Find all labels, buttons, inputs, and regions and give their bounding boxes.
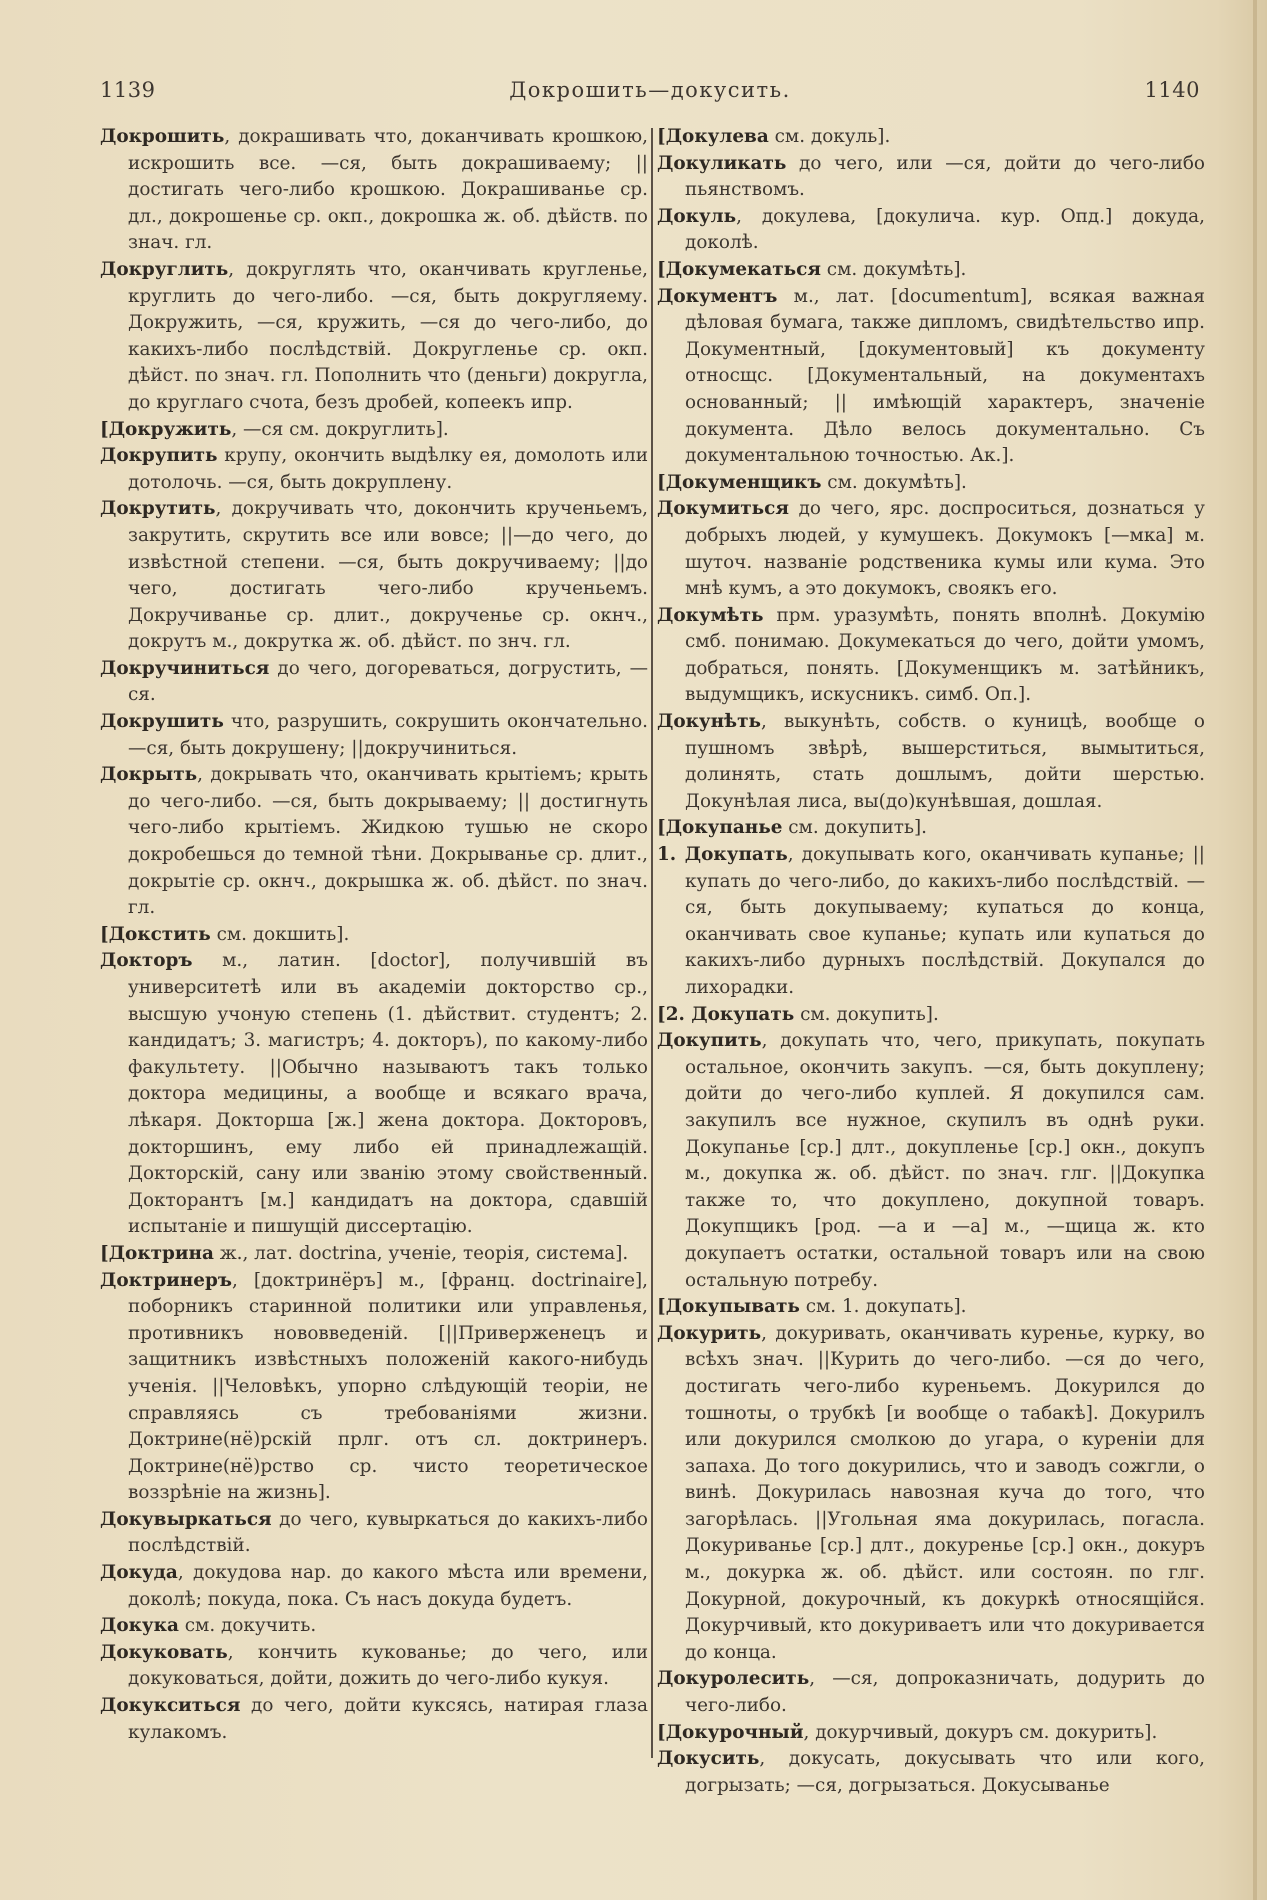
headword: [Докупанье [657, 817, 783, 839]
dictionary-entry: Докувыркаться до чего, кувыркаться до какихъ-либо послѣдствій. [100, 1508, 648, 1557]
headword: Докруглить [100, 258, 229, 280]
dictionary-entry: Доктринеръ, [доктринёръ] м., [франц. doctrinaire], поборникъ старинной политики или управленья, противникъ нововведеній. [||Приверженецъ и защитникъ извѣстныхъ положеній какого-нибудь ученія. ||Человѣкъ, упорно слѣдующій теоріи, не справляясь съ требованіями жизни. Доктрине(нё)рскій прлг. отъ сл. доктринеръ. Доктрине(нё)рство ср. чисто теоретическое воззрѣніе на жизнь]. [100, 1269, 648, 1504]
headword: Докумиться [657, 498, 789, 520]
dictionary-entry: Докумѣть прм. уразумѣть, понять вполнѣ. Докумію смб. понимаю. Докумекаться до чего, дойти умомъ, добраться, понять. [Докуменщикъ м. затѣйникъ, выдумщикъ, искусникъ. симб. Оп.]. [657, 604, 1205, 706]
right-column [657, 124, 1205, 1799]
headword: [Доктрина [100, 1242, 214, 1264]
running-head [100, 78, 1200, 108]
headword: Докрошить [100, 126, 225, 147]
headword: [Докстить [100, 923, 211, 945]
dictionary-entry: Докуролесить, —ся, допроказничать, додурить до чего-либо. [657, 1668, 1205, 1717]
dictionary-entry: Докука см. докучить. [100, 1615, 317, 1637]
headword: [Докурочный [657, 1721, 804, 1743]
dictionary-entry: Докторъ м., латин. [doctor], получившій въ университетѣ или въ академіи докторство ср., высшую учоную степень (1. дѣйствит. студентъ; 2. кандидатъ; 3. магистръ; 4. докторъ), по какому-либо факультету. ||Обычно называютъ такъ только доктора медицины, а вообще и всякаго врача, лѣкаря. Докторша [ж.] жена доктора. Докторовъ, докторшинъ, ему либо ей принадлежащій. Докторскій, сану или званію этому свойственный. Докторантъ [м.] кандидатъ на доктора, сдавшій испытаніе и пишущій диссертацію. [100, 950, 648, 1238]
headword: Докуда [100, 1562, 178, 1584]
dictionary-entry: Докрутить, докручивать что, докончить крученьемъ, закрутить, скрутить все или вовсе; ||—до чего, до извѣстной степени. —ся, быть докручиваему; ||до чего, достигать чего-либо крученьемъ. Докручиванье ср. длит., докрученье ср. окнч., докрутъ м., докрутка ж. об. дѣйст. по знч. гл. [100, 498, 648, 653]
dictionary-entry: [Докружить, —ся см. докруглить]. [100, 418, 449, 440]
dictionary-entry: [Доктрина ж., лат. doctrina, ученіе, теорія, система]. [100, 1242, 629, 1264]
left-column [100, 124, 648, 1746]
headword: Докупить [657, 1030, 762, 1052]
headword: Докуль [657, 205, 737, 227]
headword: Доктринеръ [100, 1269, 232, 1291]
dictionary-entry: Докурить, докуривать, оканчивать куренье, курку, во всѣхъ знач. ||Курить до чего-либо. —ся до чего, достигать чего-либо куреньемъ. Докурился до тошноты, о трубкѣ [и вообще о табакѣ]. Докурилъ или докурился смолкою до угара, о куреніи для запаха. До того докурились, что и заводъ сожгли, о винѣ. Докурилась навозная куча до того, что загорѣлась. ||Угольная яма докурилась, погасла. Докуриванье [ср.] длт., докуренье [ср.] окн., докуръ м., докурка ж. об. дѣйст. или состоян. по глг. Докурной, докурочный, къ докуркѣ относящійся. Докурчивый, кто докуриваетъ или что докуривается до конца. [657, 1322, 1205, 1663]
dictionary-entry: [Докстить см. докшить]. [100, 923, 350, 945]
headword: Докукситься [100, 1695, 241, 1717]
dictionary-entry: Докрушить что, разрушить, сокрушить окончательно. —ся, быть докрушену; ||докручиниться. [100, 711, 648, 759]
headword: [Докумекаться [657, 258, 821, 280]
dictionary-entry: Докуликать до чего, или —ся, дойти до чего-либо пьянствомъ. [657, 152, 1205, 201]
headword: Докручиниться [100, 657, 270, 679]
headword: Докрушить [100, 711, 224, 733]
dictionary-entry: Документъ м., лат. [documentum], всякая важная дѣловая бумага, также дипломъ, свидѣтельство ипр. Документный, [документовый] къ документу относщс. [Документальный, на документахъ основанный; || имѣющій характеръ, значеніе документа. Дѣло велось документально. Съ документальною точностью. Ак.]. [657, 285, 1205, 467]
headword: Докунѣть [657, 711, 761, 733]
headword: Докусить [657, 1748, 760, 1770]
dictionary-entry: Докрошить, докрашивать что, доканчивать крошкою, искрошить все. —ся, быть докрашиваему; ||достигать чего-либо крошкою. Докрашиванье ср. дл., докрошенье ср. окп., докрошка ж. об. дѣйств. по знач. гл. [100, 126, 648, 254]
dictionary-entry: Докрупить крупу, окончить выдѣлку ея, домолоть или дотолочь. —ся, быть докруплену. [100, 445, 648, 493]
headword: Докторъ [100, 950, 193, 972]
dictionary-entry: [Докурочный, докурчивый, докуръ см. докурить]. [657, 1721, 1158, 1743]
headword: Документъ [657, 285, 778, 307]
dictionary-entry: Докупить, докупать что, чего, прикупать, покупать остальное, окончить закупъ. —ся, быть докуплену; дойти до чего-либо куплей. Я докупился сам. закупилъ все нужное, скупилъ въ однѣ руки. Докупанье [ср.] длт., докупленье [ср.] окн., докупъ м., докупка ж. об. дѣйст. по знач. глг. ||Докупка также то, что докуплено, докупной товаръ. Докупщикъ [род. —а и —а] м., —щица ж. кто докупаетъ остатки, остальной товаръ или на свою остальную потребу. [657, 1030, 1205, 1291]
page-edge [1253, 0, 1257, 1900]
headword: Докумѣть [657, 604, 764, 626]
dictionary-entry: Докумиться до чего, ярс. доспроситься, дознаться у добрыхъ людей, у кумушекъ. Докумокъ [—мка] м. шуточ. названіе родственика кумы или кума. Это мнѣ кумъ, а это докумокъ, своякъ его. [657, 498, 1205, 600]
dictionary-entry: Докуда, докудова нар. до какого мѣста или времени, доколѣ; покуда, пока. Съ насъ докуда будетъ. [100, 1562, 648, 1610]
page-edge [1261, 0, 1265, 1900]
headword: [Докупывать [657, 1296, 800, 1318]
headword: Докуковать [100, 1641, 228, 1663]
headword: [Докружить [100, 418, 232, 440]
dictionary-entry: Докуковать, кончить кукованье; до чего, или докуковаться, дойти, дожить до чего-либо кукуя. [100, 1641, 648, 1690]
headword: 1. Докупать [657, 844, 788, 866]
page-title: Докрошить—докусить. [509, 78, 791, 102]
headword: Докувыркаться [100, 1508, 272, 1530]
headword: Докрутить [100, 498, 216, 520]
headword: [Докуменщикъ [657, 471, 822, 493]
dictionary-entry: Докрыть, докрывать что, оканчивать крытіемъ; крыть до чего-либо. —ся, быть докрываему; || достигнуть чего-либо крытіемъ. Жидкою тушью не скоро докробешься до темной тѣни. Докрыванье ср. длит., докрытіе ср. окнч., докрышка ж. об. дѣйст. по знач. гл. [100, 764, 648, 919]
dictionary-entry: Докукситься до чего, дойти куксясь, натирая глаза кулакомъ. [100, 1695, 648, 1743]
dictionary-entry: Докусить, докусать, докусывать что или кого, догрызать; —ся, догрызаться. Докусыванье [657, 1748, 1205, 1796]
headword: Докрыть [100, 764, 198, 786]
dictionary-entry: Докручиниться до чего, догореваться, догрустить, —ся. [100, 657, 648, 706]
dictionary-entry: [Докуменщикъ см. докумѣть]. [657, 471, 967, 493]
page-number-left: 1139 [100, 78, 156, 102]
headword: Докуролесить [657, 1668, 810, 1690]
dictionary-entry: [Докумекаться см. докумѣть]. [657, 258, 967, 280]
headword: Докрупить [100, 445, 218, 467]
column-divider [651, 128, 653, 1758]
dictionary-entry: Докруглить, докруглять что, оканчивать кругленье, круглить до чего-либо. —ся, быть докругляему. Докружить, —ся, кружить, —ся до чего-либо, до какихъ-либо послѣдствій. Докругленье ср. окп. дѣйст. по знач. гл. Пополнить что (деньги) докругла, до круглаго счота, безъ дробей, копеекъ ипр. [100, 258, 648, 413]
dictionary-entry: 1. Докупать, докупывать кого, оканчивать купанье; ||купать до чего-либо, до какихъ-либо послѣдствій. —ся, быть докупываему; купаться до конца, оканчивать свое купанье; купать или купаться до какихъ-либо дурныхъ послѣдствій. Докупался до лихорадки. [657, 844, 1206, 998]
dictionary-entry: [2. Докупать см. докупить]. [657, 1003, 939, 1025]
dictionary-entry: [Докулева см. докуль]. [657, 126, 891, 147]
headword: Докурить [657, 1322, 762, 1344]
headword: Докука [100, 1615, 179, 1637]
headword: [2. Докупать [657, 1003, 795, 1025]
headword: Докуликать [657, 152, 787, 174]
page-number-right: 1140 [1144, 78, 1200, 102]
dictionary-entry: Докуль, докулева, [докулича. кур. Опд.] докуда, доколѣ. [657, 205, 1205, 254]
headword: [Докулева [657, 126, 769, 147]
dictionary-entry: Докунѣть, выкунѣть, собств. о куницѣ, вообще о пушномъ звѣрѣ, вышерститься, вымытиться, долинять, стать дошлымъ, дойти шерстью. Докунѣлая лиса, вы(до)кунѣвшая, дошлая. [657, 711, 1205, 812]
dictionary-entry: [Докупанье см. докупить]. [657, 817, 927, 839]
dictionary-entry: [Докупывать см. 1. докупать]. [657, 1296, 967, 1318]
